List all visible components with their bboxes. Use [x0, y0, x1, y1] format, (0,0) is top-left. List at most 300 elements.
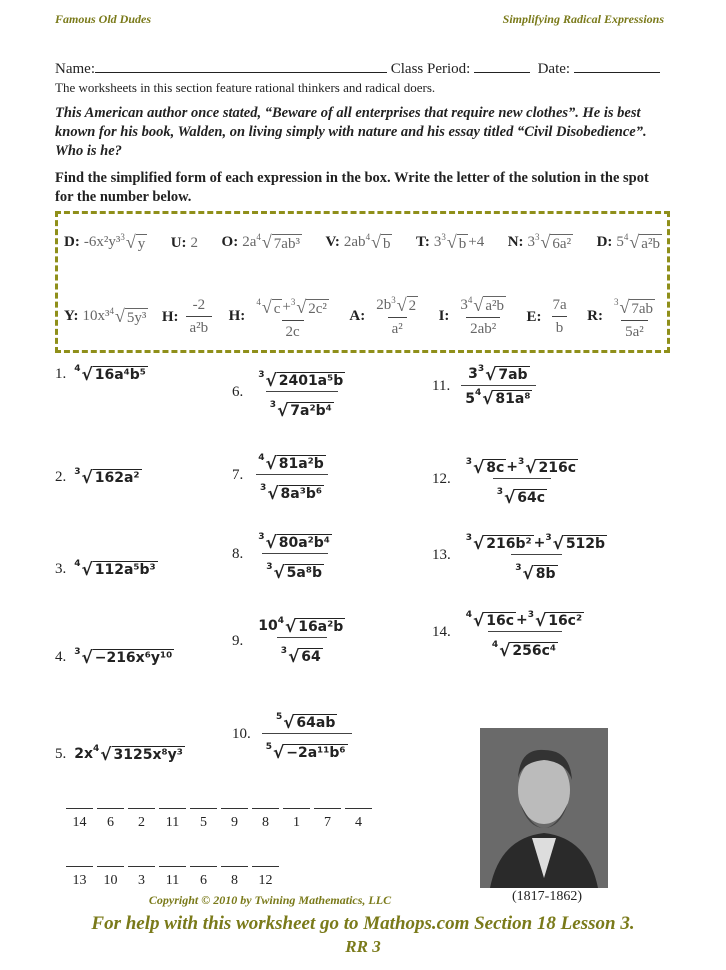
radicand: 64ab	[296, 714, 336, 731]
answer-letter: H:	[161, 308, 179, 325]
radicand: 16c²	[548, 612, 583, 629]
math-expression	[270, 401, 334, 419]
radical	[466, 458, 507, 476]
fraction	[462, 528, 611, 583]
radicand: 7ab³	[273, 235, 300, 252]
blank-line	[97, 866, 124, 867]
radical-index: 3	[74, 647, 81, 657]
radical-index: 5	[275, 712, 283, 722]
fraction	[462, 452, 582, 507]
problem-item	[232, 617, 352, 666]
problem-number: 9.	[232, 632, 244, 649]
radical-index: 3	[515, 563, 522, 574]
math-expression	[242, 233, 302, 253]
math-expression	[183, 297, 216, 337]
radicand: 81a²b	[278, 455, 324, 472]
answer-choice	[508, 233, 573, 253]
radicand: 5a⁸b	[286, 565, 322, 582]
radical-index: 3	[260, 483, 267, 494]
problem-number: 5.	[55, 745, 67, 762]
problem-item	[432, 605, 591, 660]
math-expression	[369, 296, 425, 339]
expr-term: 2a	[242, 234, 257, 251]
fraction	[254, 365, 349, 420]
name-field[interactable]	[95, 60, 387, 73]
expr-term: 2c	[285, 323, 300, 340]
radical-index: 4	[109, 306, 114, 317]
problem-item	[55, 365, 148, 383]
radical-sign-icon: √	[273, 562, 285, 583]
radicand: 162a²	[94, 469, 140, 486]
radical	[120, 233, 147, 253]
radical-sign-icon: √	[473, 533, 485, 553]
radical	[258, 371, 345, 389]
problem-number: 7.	[232, 466, 244, 483]
fraction	[461, 365, 536, 408]
radical	[276, 713, 337, 731]
help-link-text: For help with this worksheet go to Mathops.com Section 18 Lesson 3.	[91, 913, 635, 934]
date-label: Date:	[537, 61, 571, 77]
denominator	[511, 554, 561, 582]
blank-number: 13	[72, 873, 87, 888]
blank-number: 8	[231, 873, 238, 888]
fraction	[262, 707, 352, 762]
answer-blank[interactable]	[221, 866, 248, 889]
radicand: 2c²	[308, 300, 327, 317]
radical-index: 3	[465, 533, 473, 543]
radical-sign-icon: √	[265, 532, 277, 552]
radical-sign-icon: √	[473, 457, 485, 477]
blank-number: 12	[258, 873, 273, 888]
radical-sign-icon: √	[522, 563, 534, 584]
radicand: 8a³b⁶	[280, 486, 322, 503]
math-expression	[258, 617, 345, 635]
radical	[260, 484, 324, 502]
radicand: 2401a⁵b	[278, 372, 344, 389]
radical	[535, 233, 573, 253]
expr-term: +	[506, 459, 518, 476]
blank-line	[252, 866, 279, 867]
radical	[281, 647, 323, 665]
period-field[interactable]	[474, 60, 530, 73]
answer-letter: E:	[526, 308, 542, 325]
expr-term: +	[282, 299, 291, 316]
math-expression	[193, 297, 206, 314]
radical-index: 3	[391, 294, 396, 305]
denominator	[621, 320, 648, 341]
answer-choice	[64, 307, 148, 327]
worksheet-code: RR 3	[345, 937, 381, 956]
answer-blank[interactable]	[314, 808, 341, 831]
fraction	[254, 448, 330, 503]
numerator	[189, 297, 210, 316]
answer-choice	[222, 233, 302, 253]
math-expression	[470, 321, 496, 338]
name-line	[55, 60, 670, 78]
math-expression	[625, 324, 644, 341]
radical-sign-icon: √	[265, 453, 277, 473]
blank-line	[283, 808, 310, 809]
radical-index: 4	[474, 388, 482, 399]
radical	[93, 745, 185, 763]
radical-sign-icon: √	[81, 364, 93, 384]
riddle-question: This American author once stated, “Beware of all enterprises that require new clothes”. He is best known for his book, Walden, on living simply with nature and his essay titled “Civil Disobedience”. Who is he?	[55, 105, 647, 159]
radical-sign-icon: √	[267, 483, 279, 504]
radical-sign-icon: √	[396, 294, 407, 315]
math-expression	[191, 235, 199, 252]
denominator	[493, 478, 551, 506]
math-expression	[545, 297, 573, 337]
radical	[492, 641, 558, 659]
radicand: a²b	[485, 298, 504, 315]
problem-number: 1.	[55, 365, 67, 382]
expr-term: 5a²	[625, 323, 644, 340]
math-expression	[616, 233, 662, 253]
blank-number: 11	[165, 815, 180, 830]
math-expression	[459, 528, 614, 583]
answer-choice	[349, 296, 425, 339]
math-expression	[459, 452, 585, 507]
intro-text: The worksheets in this section feature rational thinkers and radical doers.	[55, 80, 436, 95]
radicand: a²b	[641, 235, 660, 252]
math-expression	[258, 454, 326, 472]
math-expression	[74, 745, 185, 763]
math-expression	[607, 293, 662, 341]
answer-blank[interactable]	[97, 866, 124, 889]
math-expression	[552, 297, 566, 314]
radical-index: 3	[441, 232, 446, 243]
blank-line	[159, 866, 186, 867]
radical-sign-icon: √	[499, 640, 511, 661]
answer-blank[interactable]	[283, 808, 310, 831]
problem-item	[55, 745, 185, 763]
denominator	[262, 553, 328, 581]
math-expression	[492, 641, 558, 659]
math-expression	[190, 320, 209, 337]
radical-sign-icon: √	[535, 610, 547, 630]
radical	[109, 307, 148, 327]
math-expression	[515, 564, 557, 582]
denominator	[256, 474, 328, 502]
answer-blank[interactable]	[97, 808, 124, 831]
radicand: 7ab	[631, 300, 653, 317]
expr-term: a²	[391, 321, 403, 338]
problem-number: 3.	[55, 560, 67, 577]
math-expression	[392, 321, 403, 338]
expr-term: +	[516, 612, 528, 629]
answer-blank[interactable]	[128, 808, 155, 831]
problem-item	[432, 528, 614, 583]
answer-blank[interactable]	[252, 808, 279, 831]
radical	[614, 298, 655, 318]
numerator	[254, 448, 330, 474]
answer-row-1	[64, 225, 662, 261]
denominator	[461, 385, 536, 407]
radical-index: 3	[535, 232, 540, 243]
fraction	[456, 296, 510, 339]
answer-letter: R:	[587, 308, 603, 325]
answer-choice	[587, 293, 662, 341]
radical	[515, 564, 557, 582]
math-expression	[434, 233, 484, 253]
portrait-photo	[480, 728, 608, 888]
radical-index: 3	[518, 457, 525, 467]
math-expression	[459, 605, 591, 660]
answer-blank[interactable]	[159, 866, 186, 889]
answer-row-2	[64, 288, 662, 346]
math-expression	[251, 527, 339, 582]
fraction	[610, 293, 659, 341]
math-expression	[74, 560, 157, 578]
expr-term: 2ab²	[470, 321, 497, 338]
math-expression	[260, 484, 324, 502]
radical-sign-icon: √	[265, 370, 277, 390]
expr-term: 3	[527, 234, 536, 251]
blank-number: 5	[200, 815, 207, 830]
radical-index: 3	[266, 562, 273, 573]
radicand: b	[458, 235, 467, 252]
radical	[74, 560, 157, 578]
blank-line	[66, 866, 93, 867]
math-expression	[376, 296, 418, 316]
answer-blank[interactable]	[221, 808, 248, 831]
numerator	[462, 528, 611, 554]
radical	[475, 389, 533, 407]
radical	[278, 617, 346, 635]
math-expression	[249, 293, 336, 341]
math-expression	[497, 488, 547, 506]
radicand: 16a⁴b⁵	[94, 366, 146, 383]
radical	[545, 534, 607, 552]
expr-term: 5	[465, 390, 475, 407]
radicand: 8b	[535, 566, 556, 583]
math-expression	[286, 324, 300, 341]
radical	[74, 365, 148, 383]
answer-letter: D:	[596, 234, 613, 251]
expr-term: b	[555, 320, 564, 336]
radical	[466, 611, 516, 629]
math-expression	[276, 713, 337, 731]
numerator	[610, 293, 659, 320]
radical	[391, 296, 418, 316]
math-expression	[528, 233, 574, 253]
radicand: −216x⁶y¹⁰	[94, 649, 173, 666]
answer-blanks-row	[66, 866, 283, 889]
problem-item	[232, 448, 333, 503]
blank-line	[128, 808, 155, 809]
radical	[266, 743, 348, 761]
math-expression	[74, 468, 141, 486]
radical	[497, 488, 547, 506]
answer-blank[interactable]	[159, 808, 186, 831]
math-expression	[74, 648, 174, 666]
radical-sign-icon: √	[288, 646, 300, 667]
answer-letter: N:	[507, 234, 524, 251]
answer-blank[interactable]	[66, 808, 93, 831]
math-expression	[466, 458, 578, 476]
numerator	[464, 365, 533, 385]
radical	[291, 298, 329, 318]
answer-blank[interactable]	[252, 866, 279, 889]
problem-item	[232, 527, 339, 582]
date-field[interactable]	[574, 60, 660, 73]
radicand: 5y³	[126, 309, 147, 326]
radical-sign-icon: √	[446, 232, 457, 253]
answer-blank[interactable]	[345, 808, 372, 831]
blank-line	[190, 866, 217, 867]
expr-term: 2	[190, 234, 199, 251]
radical-sign-icon: √	[100, 744, 112, 764]
answer-blank[interactable]	[66, 866, 93, 889]
radical-index: 3	[258, 532, 265, 542]
answer-letter: Y:	[64, 308, 79, 325]
radicand: −2a¹¹b⁶	[286, 745, 346, 762]
answer-blank[interactable]	[128, 866, 155, 889]
radicand: 512b	[565, 535, 606, 552]
denominator	[282, 320, 304, 341]
radical-sign-icon: √	[81, 647, 93, 667]
radical-sign-icon: √	[629, 232, 640, 253]
blank-number: 4	[355, 815, 362, 830]
answer-letter: I:	[438, 308, 450, 325]
math-expression	[465, 389, 532, 407]
problem-item	[55, 648, 174, 666]
blank-number: 2	[138, 815, 145, 830]
expr-term: +	[533, 535, 546, 552]
radical	[74, 468, 141, 486]
answer-letter: T:	[415, 234, 430, 251]
radical-sign-icon: √	[296, 297, 307, 318]
answer-letter: H:	[228, 308, 246, 325]
answer-choice	[597, 233, 662, 253]
radical-index: 3	[477, 364, 485, 374]
radical-index: 4	[256, 232, 261, 243]
math-expression	[266, 743, 348, 761]
radicand: 256c⁴	[512, 643, 556, 660]
answer-choice	[325, 233, 392, 253]
radical-index: 4	[93, 744, 100, 754]
problem-number: 10.	[232, 725, 251, 742]
math-expression	[468, 365, 529, 383]
radical-sign-icon: √	[277, 400, 289, 421]
radical-index: 3	[545, 533, 552, 543]
radical	[258, 454, 326, 472]
radical-sign-icon: √	[81, 559, 93, 579]
radical-sign-icon: √	[125, 232, 136, 253]
radical-index: 3	[74, 467, 81, 477]
blank-number: 14	[72, 815, 87, 830]
radical	[74, 648, 174, 666]
worksheet-intro-section	[55, 60, 670, 207]
answer-blank[interactable]	[190, 866, 217, 889]
fraction	[548, 297, 570, 337]
radical-index: 4	[491, 640, 499, 651]
fraction	[372, 296, 422, 339]
expr-term: 3	[433, 234, 442, 251]
blank-number: 1	[293, 815, 300, 830]
radical-index: 4	[465, 610, 473, 620]
denominator	[388, 317, 407, 338]
fraction	[252, 293, 333, 341]
radicand: 81a⁸	[495, 391, 531, 408]
math-expression	[458, 365, 539, 408]
radicand: 64	[301, 649, 321, 666]
answer-letter: A:	[349, 308, 366, 325]
blank-line	[159, 808, 186, 809]
math-expression	[266, 563, 324, 581]
denominator	[552, 316, 568, 337]
problem-item	[55, 468, 142, 486]
numerator	[462, 605, 588, 631]
expr-term: 3	[468, 366, 478, 383]
blank-line	[221, 808, 248, 809]
radical-index: 3	[280, 646, 288, 657]
radical	[518, 458, 578, 476]
problem-number: 13.	[432, 546, 451, 563]
radicand: c	[273, 300, 281, 317]
radical-index: 3	[465, 457, 473, 467]
math-expression	[256, 298, 329, 318]
expr-term: 2ab	[343, 234, 366, 251]
answer-choice	[526, 297, 573, 337]
radical	[624, 233, 662, 253]
numerator	[456, 296, 510, 318]
radical	[366, 233, 393, 253]
radical-sign-icon: √	[525, 457, 537, 477]
problem-number: 2.	[55, 468, 67, 485]
radical-index: 4	[365, 232, 371, 243]
blank-line	[66, 808, 93, 809]
header-left: Famous Old Dudes	[55, 12, 152, 26]
math-expression	[466, 611, 584, 629]
radical-index: 4	[467, 294, 473, 305]
radicand: 6a²	[552, 235, 572, 252]
math-expression	[466, 534, 607, 552]
math-expression	[453, 296, 513, 339]
math-expression	[460, 296, 506, 316]
blank-number: 10	[103, 873, 118, 888]
radical-sign-icon: √	[371, 232, 381, 253]
expr-term: +4	[468, 234, 485, 251]
answer-blank[interactable]	[190, 808, 217, 831]
blank-line	[190, 808, 217, 809]
radicand: b	[382, 235, 391, 252]
math-expression	[84, 233, 147, 253]
radical-index: 3	[258, 370, 265, 380]
problem-item	[232, 707, 355, 762]
radical	[256, 298, 282, 318]
expr-term: 2b	[376, 296, 392, 313]
radical	[256, 233, 302, 253]
radical-sign-icon: √	[285, 616, 297, 636]
radical	[258, 533, 332, 551]
problem-item	[232, 365, 352, 420]
answer-choice	[439, 296, 513, 339]
numerator	[548, 297, 570, 316]
answer-letter: O:	[221, 234, 239, 251]
blank-number: 11	[165, 873, 180, 888]
radical-index: 3	[527, 610, 534, 620]
problem-number: 6.	[232, 383, 244, 400]
expr-term: 2x	[74, 746, 94, 763]
blank-line	[314, 808, 341, 809]
radicand: 2	[408, 298, 417, 315]
answer-choice	[416, 233, 484, 253]
answer-letter: D:	[64, 234, 80, 251]
radical-index: 4	[74, 364, 81, 374]
radical-index: 4	[74, 559, 81, 569]
radical-index: 4	[256, 297, 261, 308]
